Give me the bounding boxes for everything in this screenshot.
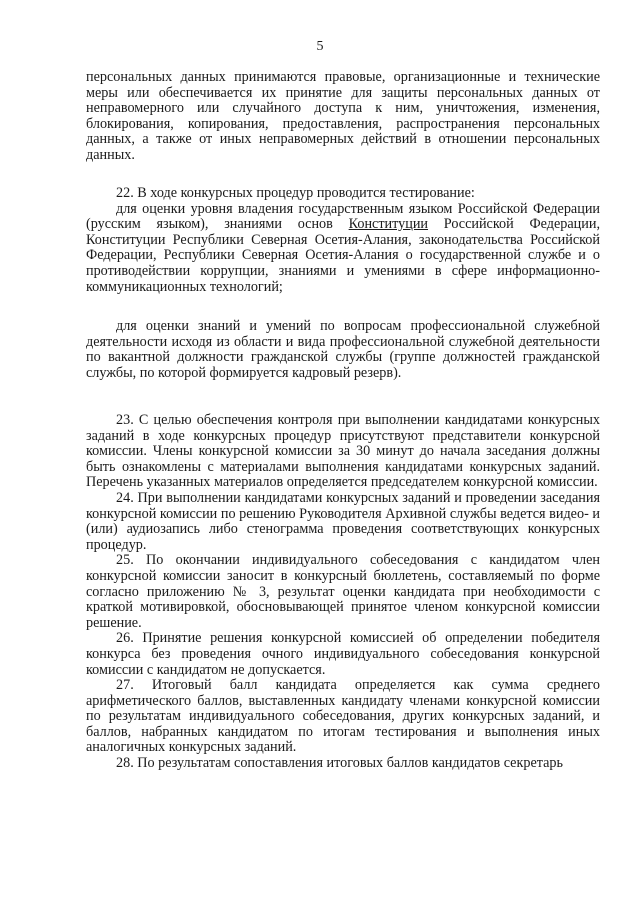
underlined-word: Конституции xyxy=(348,216,429,233)
section-22-testing xyxy=(86,186,600,295)
section-22-professional-knowledge xyxy=(86,319,600,381)
paragraph-23: 23. С целью обеспечения контроля при выполнении кандидатами конкурсных заданий в ходе конкурсных процедур присутствуют представители конкурсной комиссии. Члены конкурсной комиссии за 30 минут до начала заседания должны быть ознакомлены с материалами выполнения кандидатами конкурсных заданий. Перечень указанных материалов определяется председателем конкурсной комиссии. xyxy=(86,412,600,491)
paragraph-22: 22. В ходе конкурсных процедур проводится тестирование: xyxy=(116,185,475,201)
paragraph-25: 25. По окончании индивидуального собеседования с кандидатом член конкурсной комиссии заносит в конкурсный бюллетень, составляемый по форме согласно приложению № 3, результат оценки кандидата при необходимости с краткой мотивировкой, обосновывающей принятое членом конкурсной комиссии решение. xyxy=(86,552,600,631)
paragraph-text: персональных данных принимаются правовые, организационные и технические меры или обеспечивается их принятие для защиты персональных данных от неправомерного или случайного доступа к ним, уничтожения, изменения, блокирования, копирования, предоставления, распространения персональных данных, а также от иных неправомерных действий в отношении персональных данных. xyxy=(86,69,600,163)
paragraph-22-professional: для оценки знаний и умений по вопросам профессиональной служебной деятельности исходя из области и вида профессиональной служебной деятельности по вакантной должности гражданской службы (группе должностей гражданской службы, по которой формируется кадровый резерв). xyxy=(86,318,600,381)
paragraph-22-language-knowledge xyxy=(86,202,600,296)
section-23-28 xyxy=(86,413,600,772)
paragraph-28: 28. По результатам сопоставления итоговых баллов кандидатов секретарь xyxy=(116,755,563,772)
text-segment: для оценки уровня владения государственным языком Российской Федерации (русским языком), знаниями основ xyxy=(86,200,600,233)
page-number: 5 xyxy=(316,39,324,54)
paragraph-personal-data-continuation xyxy=(86,70,600,164)
paragraph-27: 27. Итоговый балл кандидата определяется как сумма среднего арифметического баллов, выставленных кандидату членами конкурсной комиссии по результатам индивидуального собеседования, других конкурсных заданий, и баллов, набранных кандидатом по итогам тестирования и выполнения иных аналогичных конкурсных заданий. xyxy=(86,677,600,756)
paragraph-24: 24. При выполнении кандидатами конкурсных заданий и проведении заседания конкурсной комиссии по решению Руководителя Архивной службы ведется видео- и (или) аудиозапись либо стенограмма проведения соответствующих конкурсных процедур. xyxy=(86,489,600,553)
text-segment: Российской Федерации, Конституции Республики Северная Осетия-Алания, законодательства Российской Федерации, Республики Северная Осетия-Алания о государственной службе и о противодействии коррупции, знаниями и умениями в сфере информационно-коммуникационных технологий; xyxy=(86,216,600,295)
paragraph-26: 26. Принятие решения конкурсной комиссией об определении победителя конкурса без проведения очного индивидуального собеседования конкурсной комиссии с кандидатом не допускается. xyxy=(86,630,600,678)
